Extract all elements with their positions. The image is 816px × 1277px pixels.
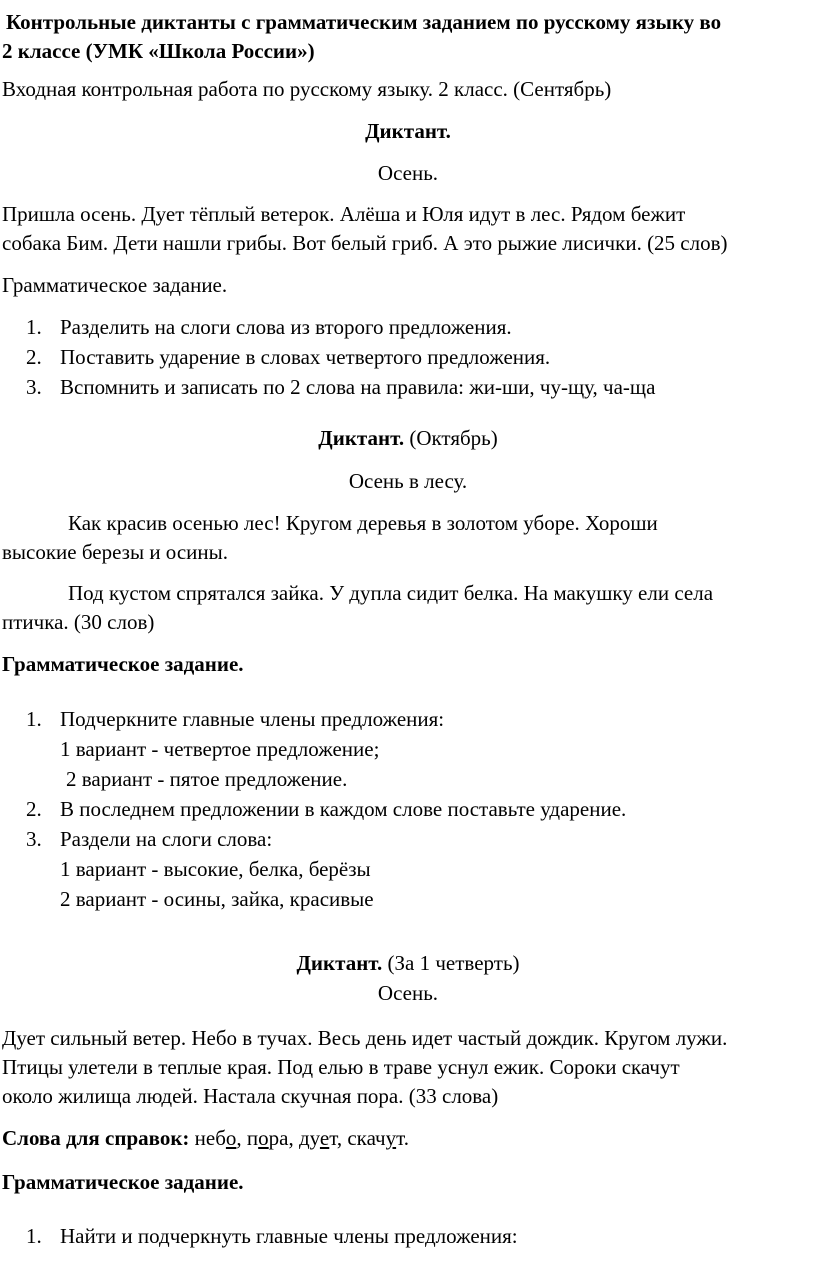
dictation1-heading: Диктант. [365, 119, 451, 143]
variant-line: 1 вариант - высокие, белка, берёзы [60, 857, 371, 881]
dictation2-para1-line2: высокие березы и осины. [2, 540, 228, 564]
dictation3-title: Осень. [377, 981, 439, 1005]
dictation3-heading-label: Диктант. [296, 951, 383, 975]
dictation2-task-heading: Грамматическое задание. [2, 652, 244, 676]
reference-word: небо, [194, 1126, 242, 1150]
dictation3-heading [0, 949, 816, 978]
document-page: Контрольные диктанты с грамматическим заданием по русскому языку во 2 классе (УМК «Школа России») Входная контрольная работа по русскому языку. 2 класс. (Сентябрь) Диктант. Осень. Пришла осень. Дует тёплый ветерок. Алёша и Юля идут в лес. Рядом бежит собака Бим. Дети нашли грибы. Вот белый гриб. А это рыжие лисички. (25 слов) Грамматическое задание. 1. Разделить на слоги слова из второго предложения. 2. Поставить ударение в словах четвертого предложения. 3. Вспомнить и записать по 2 слова на правила: жи-ши, чу-щу, ча-ща Диктант. (Октябрь) Осень в лесу. Как красив осенью лес! Кругом деревья в золотом уборе. Хороши высокие березы и осины. Под кустом спрятался зайка. У дупла сидит белка. На макушку ели села птичка. (30 слов) Грамматическое задание. 1. Подчеркните главные члены предложения: 1 вариант - четвертое предложение; 2 вариант - пятое предложение. 2. В последнем предложении в каждом слове поставьте ударение. 3. Раздели на слоги слова: 1 вариант - высокие, белка, берёзы 2 вариант - осины, зайка, красивые Диктант. (За 1 четверть) Осень. Дует сильный ветер. Небо в тучах. Весь день идет частый дождик. Кругом лужи. Птицы улетели в теплые края. Под елью в траве уснул ежик. Сороки скачут около жилища людей. Настала скучная пора. (33 слова) Слова для справок: небо, пора, дует, скачут. Грамматическое задание. 1. Найти и подчеркнуть главные члены предложения: [0, 0, 816, 1277]
document-title-line1: Контрольные диктанты с грамматическим заданием по русскому языку во [6, 10, 722, 34]
dictation3-text-line3: около жилища людей. Настала скучная пора. (33 слова) [2, 1084, 499, 1108]
reference-word: дует, [299, 1126, 343, 1150]
variant-line: 2 вариант - пятое предложение. [66, 767, 348, 791]
intro-line: Входная контрольная работа по русскому языку. 2 класс. (Сентябрь) [2, 77, 612, 101]
dictation1-text-line2: собака Бим. Дети нашли грибы. Вот белый гриб. А это рыжие лисички. (25 слов) [2, 231, 728, 255]
reference-word: пора, [246, 1126, 294, 1150]
variant-line: 2 вариант - осины, зайка, красивые [60, 887, 374, 911]
dictation3-heading-note: (За 1 четверть) [387, 951, 520, 975]
dictation3-text-line1: Дует сильный ветер. Небо в тучах. Весь день идет частый дождик. Кругом лужи. [2, 1026, 728, 1050]
dictation1-title: Осень. [377, 161, 439, 185]
dictation2-heading [0, 424, 816, 453]
dictation2-heading-note: (Октябрь) [409, 426, 498, 450]
dictation1-task-heading: Грамматическое задание. [2, 273, 228, 297]
dictation2-para1-line1: Как красив осенью лес! Кругом деревья в золотом уборе. Хороши [68, 511, 658, 535]
reference-words [2, 1124, 814, 1153]
dictation3-text-line2: Птицы улетели в теплые края. Под елью в траве уснул ежик. Сороки скачут [2, 1055, 680, 1079]
variant-line: 1 вариант - четвертое предложение; [60, 737, 380, 761]
dictation1-text-line1: Пришла осень. Дует тёплый ветерок. Алёша и Юля идут в лес. Рядом бежит [2, 202, 686, 226]
dictation2-para2-line2: птичка. (30 слов) [2, 610, 155, 634]
dictation2-title: Осень в лесу. [348, 469, 468, 493]
reference-word: скачут. [347, 1126, 409, 1150]
dictation3-task-heading: Грамматическое задание. [2, 1170, 244, 1194]
document-title-line2: 2 классе (УМК «Школа России») [2, 39, 315, 63]
dictation2-para2-line1: Под кустом спрятался зайка. У дупла сидит белка. На макушку ели села [68, 581, 714, 605]
reference-words-label: Слова для справок: [2, 1126, 190, 1150]
dictation2-heading-label: Диктант. [318, 426, 405, 450]
